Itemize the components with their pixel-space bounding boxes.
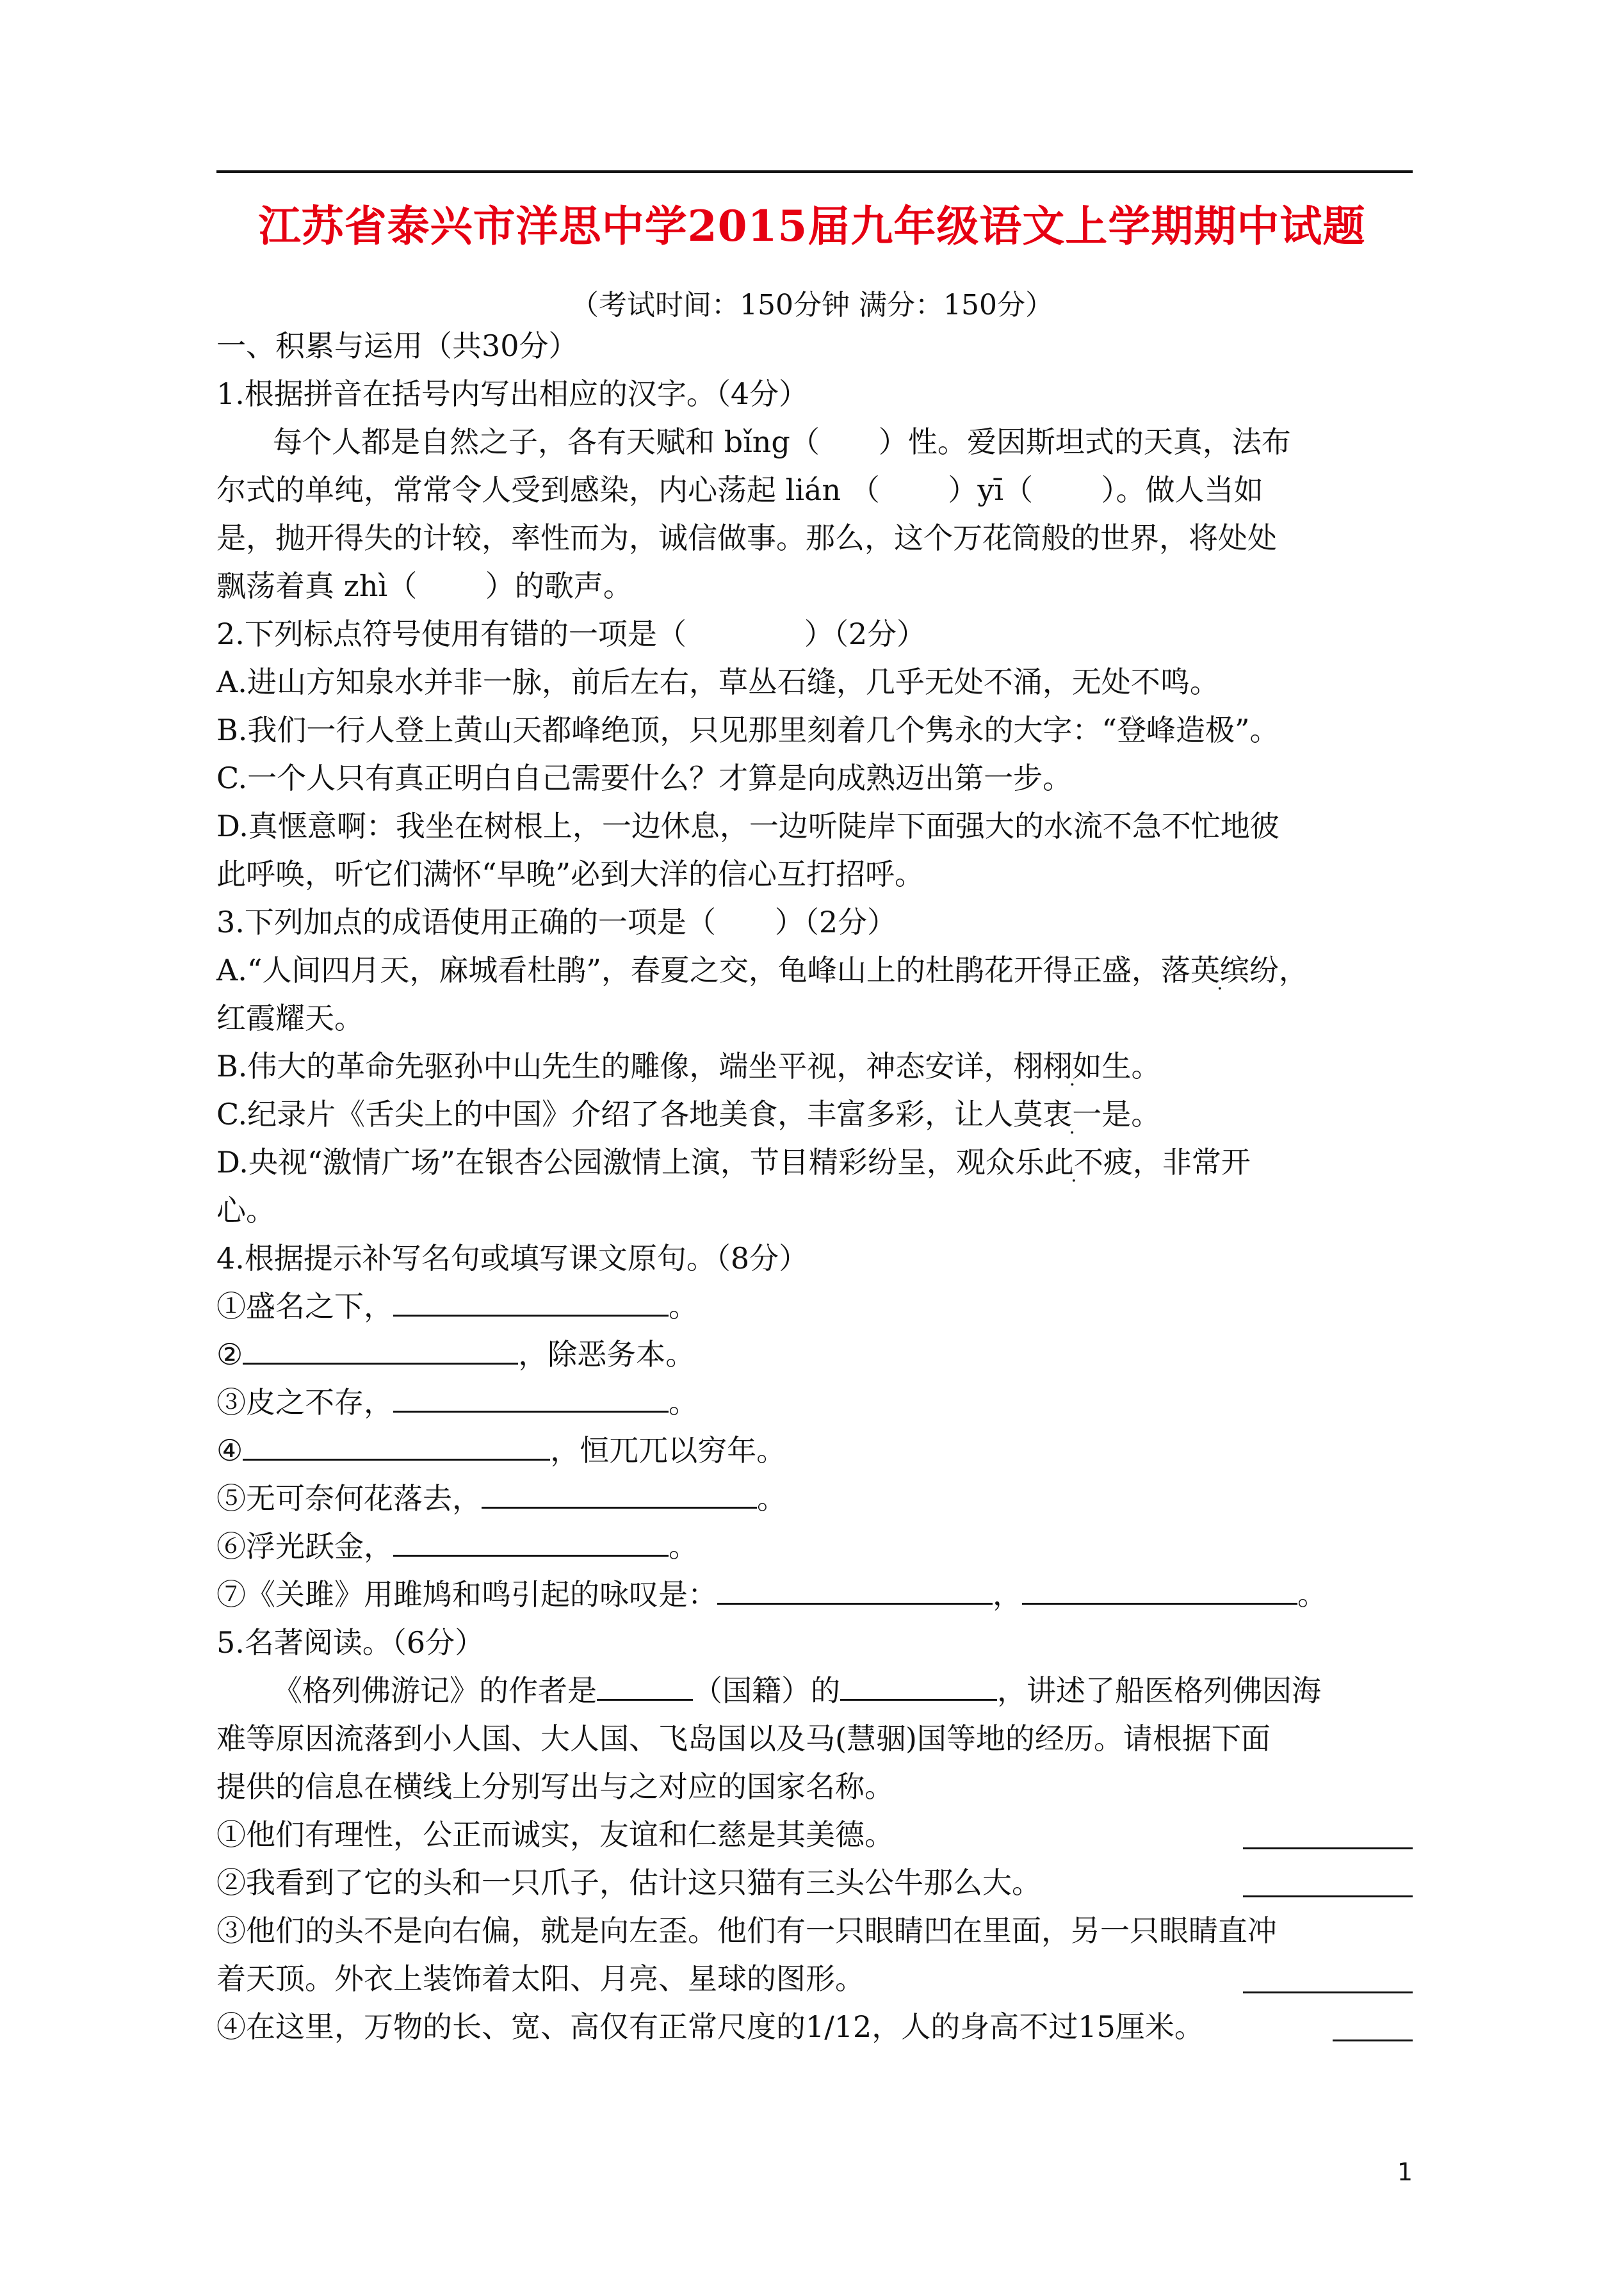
answer-blank[interactable] [597,1673,693,1701]
fill-item-3: ③皮之不存， 。 [216,1385,698,1420]
option-a: A.进山方知泉水并非一脉，前后左右，草丛石缝，几乎无处不涌，无处不鸣。 [216,665,1219,699]
page-title: 江苏省泰兴市洋思中学2015届九年级语文上学期期中试题 [258,201,1366,251]
dotted-idiom: 莫衷一是 [1013,1097,1132,1131]
question-5-item-1: ①他们有理性，公正而诚实，友谊和仁慈是其美德。 [216,1817,894,1852]
dotted-idiom: 落英缤纷 [1160,953,1279,987]
fill-item-1: ①盛名之下， 。 [216,1289,698,1324]
section-heading: 一、积累与运用（共30分） [216,328,578,363]
dotted-idiom: 乐此不疲 [1014,1145,1133,1180]
question-1-heading: 1.根据拼音在括号内写出相应的汉字。（4分） [216,377,809,411]
question-5-heading: 5.名著阅读。（6分） [216,1625,485,1660]
question-1-line: 飘荡着真 zhì（ ）的歌声。 [216,569,633,603]
option-c: C.一个人只有真正明白自己需要什么？才算是向成熟迈出第一步。 [216,761,1073,795]
answer-blank[interactable] [1243,1822,1413,1849]
question-5-item-3: ③他们的头不是向右偏，就是向左歪。他们有一只眼睛凹在里面，另一只眼睛直冲 [216,1913,1277,1948]
question-3-heading: 3.下列加点的成语使用正确的一项是（ ）（2分） [216,905,897,939]
fill-item-6: ⑥浮光跃金， 。 [216,1529,698,1564]
fill-item-2: ② ，除恶务本。 [216,1337,695,1372]
question-4-heading: 4.根据提示补写名句或填写课文原句。（8分） [216,1241,809,1276]
option-a-cont: 红霞耀天。 [216,1001,364,1035]
answer-blank[interactable] [243,1337,518,1365]
option-d: D.真惬意啊：我坐在树根上，一边休息，一边听陡岸下面强大的水流不急不忙地彼 [216,809,1279,843]
option-b: B.伟大的革命先驱孙中山先生的雕像，端坐平视，神态安详，栩栩如生。 [216,1049,1161,1083]
exam-info: （考试时间：150分钟 满分：150分） [571,289,1053,321]
question-5-line: 难等原因流落到小人国、大人国、飞岛国以及马(慧骃)国等地的经历。请根据下面 [216,1721,1271,1756]
answer-blank[interactable] [1022,1577,1297,1605]
header-rule [216,170,1413,173]
answer-blank[interactable] [840,1673,997,1701]
answer-blank[interactable] [1333,2014,1413,2041]
question-2-heading: 2.下列标点符号使用有错的一项是（ ）（2分） [216,617,927,651]
fill-item-5: ⑤无可奈何花落去， 。 [216,1481,786,1516]
question-5-item-4: ④在这里，万物的长、宽、高仅有正常尺度的1/12，人的身高不过15厘米。 [216,2009,1204,2044]
fill-item-4: ④ ，恒兀兀以穷年。 [216,1433,786,1468]
answer-blank[interactable] [393,1289,669,1317]
answer-blank[interactable] [717,1577,993,1605]
answer-blank[interactable] [393,1385,669,1413]
option-a: A.“人间四月天，麻城看杜鹃”，春夏之交，龟峰山上的杜鹃花开得正盛，落英缤纷， [216,953,1308,987]
option-b: B.我们一行人登上黄山天都峰绝顶，只见那里刻着几个隽永的大字：“登峰造极”。 [216,713,1279,747]
question-5-line: 提供的信息在横线上分别写出与之对应的国家名称。 [216,1769,894,1804]
question-5-line: 《格列佛游记》的作者是 （国籍）的 ，讲述了船医格列佛因海 [273,1673,1321,1708]
answer-blank[interactable] [1243,1966,1413,1993]
dotted-idiom: 栩栩如生 [1013,1049,1132,1083]
answer-blank[interactable] [243,1433,550,1461]
answer-blank[interactable] [482,1481,757,1509]
page-number: 1 [1397,2158,1413,2186]
question-1-line: 尔式的单纯，常常令人受到感染，内心荡起 lián （ ）yī（ ）。做人当如 [216,473,1263,507]
answer-blank[interactable] [1243,1870,1413,1897]
question-5-item-2: ②我看到了它的头和一只爪子，估计这只猫有三头公牛那么大。 [216,1865,1041,1900]
option-d-cont: 此呼唤，听它们满怀“早晚”必到大洋的信心互打招呼。 [216,857,925,891]
answer-blank[interactable] [393,1529,669,1557]
option-c: C.纪录片《舌尖上的中国》介绍了各地美食，丰富多彩，让人莫衷一是。 [216,1097,1161,1131]
option-d-cont: 心。 [216,1193,275,1228]
question-5-item-3-cont: 着天顶。外衣上装饰着太阳、月亮、星球的图形。 [216,1961,865,1996]
question-1-line: 每个人都是自然之子，各有天赋和 bǐng（ ）性。爱因斯坦式的天真，法布 [273,425,1291,459]
fill-item-7: ⑦《关雎》用雎鸠和鸣引起的咏叹是： ， 。 [216,1577,1327,1612]
question-1-line: 是，抛开得失的计较，率性而为，诚信做事。那么，这个万花筒般的世界，将处处 [216,521,1277,555]
option-d: D.央视“激情广场”在银杏公园激情上演，节目精彩纷呈，观众乐此不疲，非常开 [216,1145,1251,1180]
